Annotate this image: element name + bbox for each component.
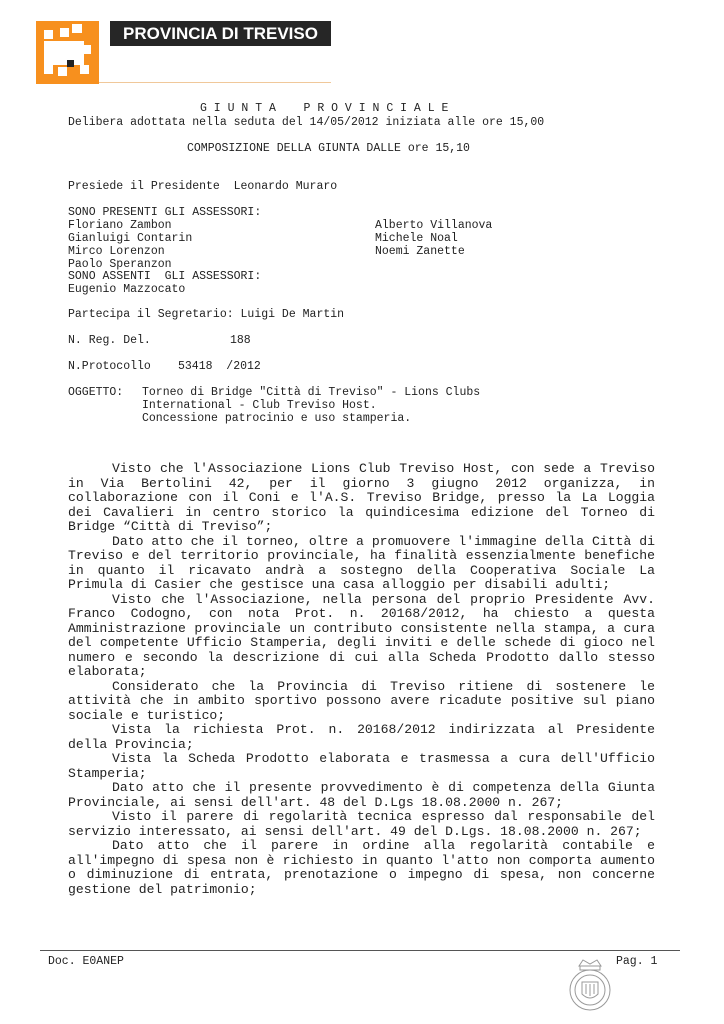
body-paragraph: Considerato che la Provincia di Treviso ritiene di sostenere le attività che in ambito sportivo possono avere ricadute positive sul piano sociale e turistico;	[68, 678, 655, 723]
assessore-name: Floriano Zambon	[68, 219, 172, 232]
body-paragraph: Visto che l'Associazione, nella persona del proprio Presidente Avv. Franco Codogno, con nota Prot. n. 20168/2012, ha chiesto a questa Amministrazione provinciale un contributo consistente nella stampa, a cura del competente Ufficio Stamperia, degli inviti e delle schede di gioco nel numero e secondo la descrizione di cui alla Scheda Prodotto dallo stesso elaborata;	[68, 591, 655, 679]
assessore-name: Noemi Zanette	[375, 245, 465, 258]
body-paragraph: Visto il parere di regolarità tecnica espresso dal responsabile del servizio interessato, ai sensi dell'art. 49 del D.Lgs. 18.08.2000 n. 267;	[68, 809, 655, 839]
segretario-line: Partecipa il Segretario: Luigi De Martin	[68, 308, 345, 321]
composizione-line: COMPOSIZIONE DELLA GIUNTA DALLE ore 15,10	[187, 142, 470, 155]
provincial-seal	[567, 956, 613, 1014]
deliberation-body	[68, 462, 655, 897]
assessore-name: Mirco Lorenzon	[68, 245, 165, 258]
assessore-name: Alberto Villanova	[375, 219, 493, 232]
body-paragraph: Vista la richiesta Prot. n. 20168/2012 indirizzata al Presidente della Provincia;	[68, 722, 655, 752]
oggetto-label: OGGETTO:	[68, 386, 124, 399]
logo	[36, 21, 99, 84]
delibera-line: Delibera adottata nella seduta del 14/05/2012 iniziata alle ore 15,00	[68, 116, 545, 129]
pixel-lion-icon	[36, 21, 99, 84]
body-paragraph: Vista la Scheda Prodotto elaborata e trasmessa a cura dell'Ufficio Stamperia;	[68, 751, 655, 781]
assessore-name: Paolo Speranzon	[68, 258, 172, 271]
header-divider	[99, 82, 331, 83]
oggetto-line: International - Club Treviso Host.	[142, 399, 377, 412]
body-paragraph: Dato atto che il torneo, oltre a promuovere l'immagine della Città di Treviso e del territorio provinciale, ha finalità essenzialmente benefiche in quanto il ricavato andrà a sostegno della Cooperativa Sociale La Primula di Casier che gestisce una casa alloggio per disabili adulti;	[68, 533, 655, 592]
oggetto-line: Torneo di Bridge "Città di Treviso" - Lions Clubs	[142, 386, 481, 399]
provincial-seal-icon	[567, 956, 613, 1014]
oggetto-line: Concessione patrocinio e uso stamperia.	[142, 412, 412, 425]
presenti-heading: SONO PRESENTI GLI ASSESSORI:	[68, 206, 262, 219]
assessore-name: Gianluigi Contarin	[68, 232, 193, 245]
reg-value: 188	[230, 334, 251, 347]
protocollo-label: N.Protocollo	[68, 360, 151, 373]
presiede-line: Presiede il Presidente Leonardo Muraro	[68, 180, 338, 193]
body-paragraph: Dato atto che il presente provvedimento è di competenza della Giunta Provinciale, ai sensi dell'art. 48 del D.Lgs 18.08.2000 n. 267;	[68, 780, 655, 810]
reg-label: N. Reg. Del.	[68, 334, 151, 347]
protocollo-value: 53418 /2012	[178, 360, 261, 373]
footer-divider	[40, 950, 680, 951]
giunta-heading: G I U N T A P R O V I N C I A L E	[200, 102, 449, 115]
page-title: PROVINCIA DI TREVISO	[110, 21, 331, 46]
assessore-name: Michele Noal	[375, 232, 458, 245]
body-paragraph: Visto che l'Associazione Lions Club Treviso Host, con sede a Treviso in Via Bertolini 42, per il giorno 3 giugno 2012 organizza, in collaborazione con il Coni e l'A.S. Treviso Bridge, presso la La Loggia dei Cavalieri in centro storico la quindicesima edizione del Torneo di Bridge “Città di Treviso”;	[68, 461, 655, 534]
assenti-heading: SONO ASSENTI GLI ASSESSORI:	[68, 270, 262, 283]
page-number: Pag. 1	[616, 955, 658, 968]
body-paragraph: Dato atto che il parere in ordine alla regolarità contabile e all'impegno di spesa non è richiesto in quanto l'atto non comporta aumento o diminuzione di entrata, prenotazione o impegno di spesa, non concerne gestione del patrimonio;	[68, 838, 655, 897]
assente-name: Eugenio Mazzocato	[68, 283, 186, 296]
doc-code: Doc. E0ANEP	[48, 955, 124, 968]
